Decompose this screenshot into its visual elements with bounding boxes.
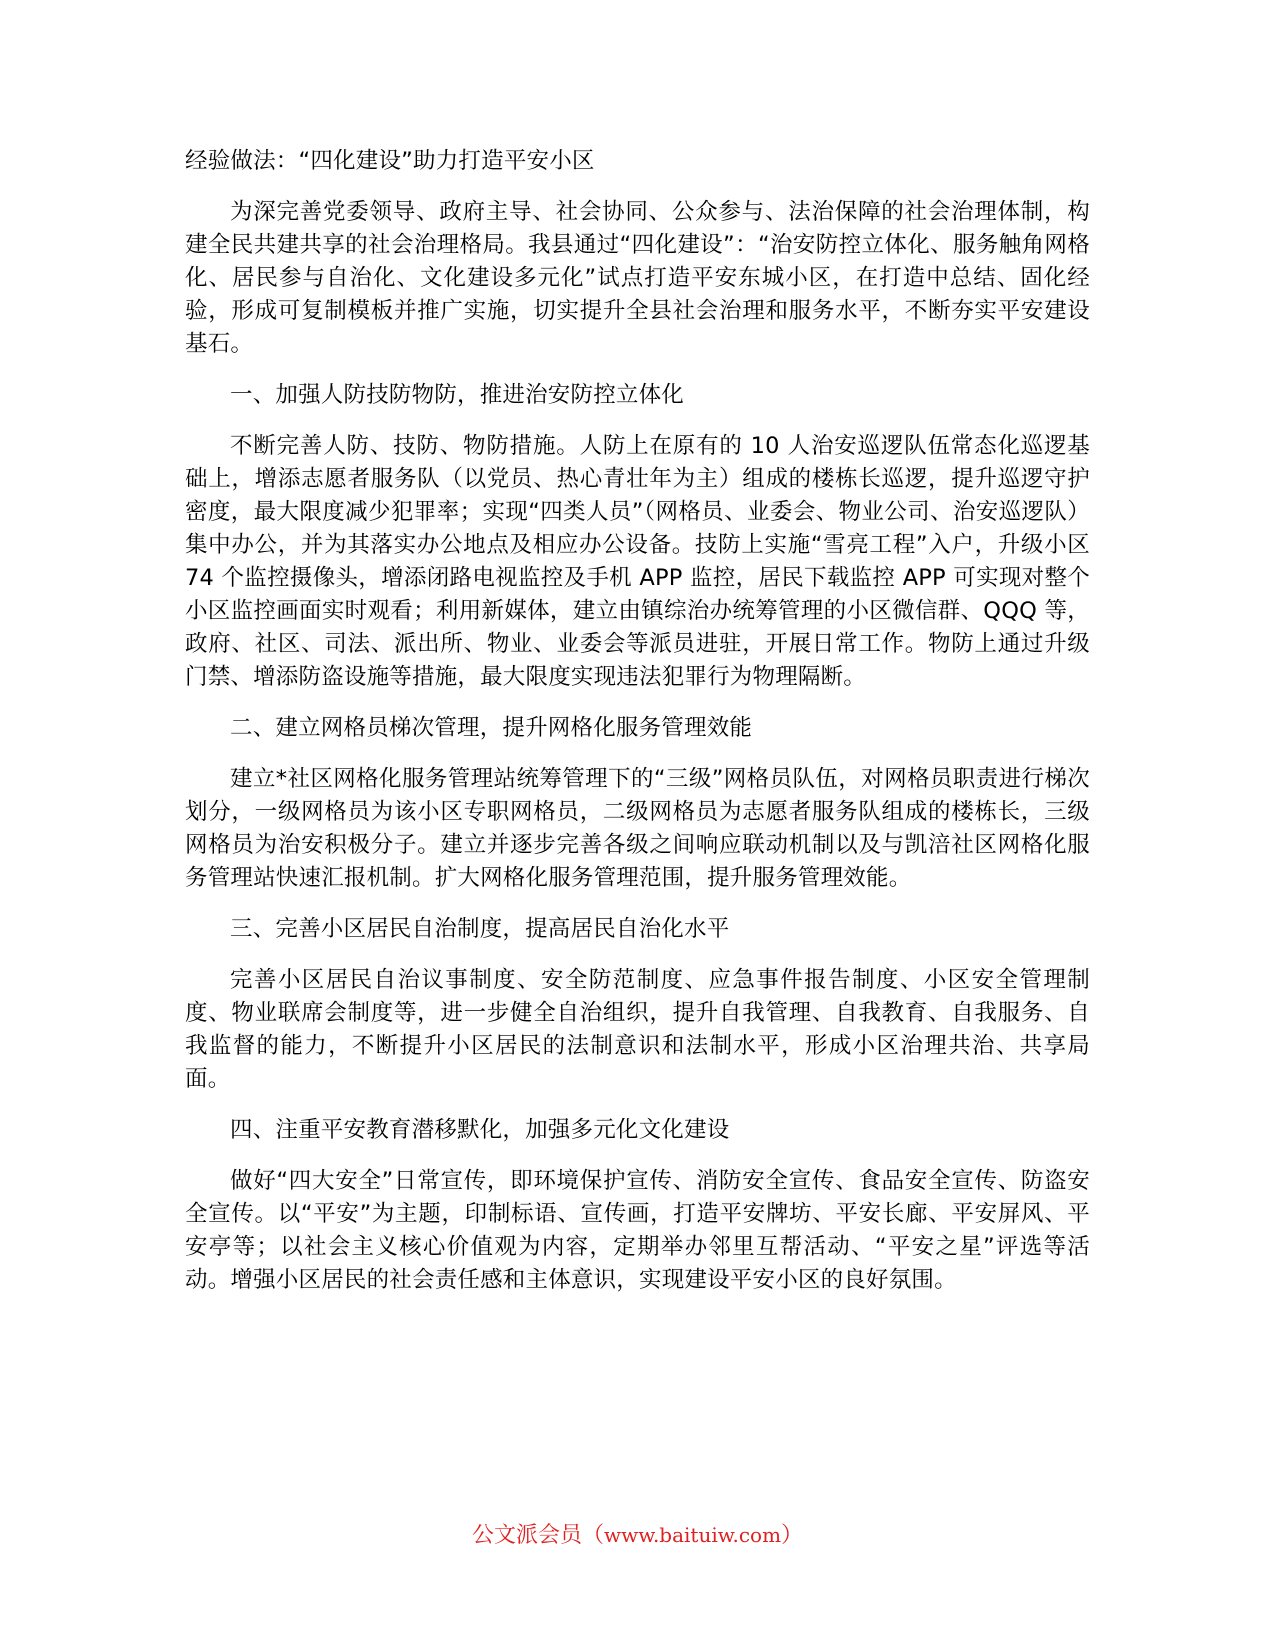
section-body-4: 做好“四大安全”日常宣传，即环境保护宣传、消防安全宣传、食品安全宣传、防盗安全宣传。以“平安”为主题，印制标语、宣传画，打造平安牌坊、平安长廊、平安屏风、平安亭等；以社会主义核心价值观为内容，定期举办邻里互帮活动、“平安之星”评选等活动。增强小区居民的社会责任感和主体意识，实现建设平安小区的良好氛围。 xyxy=(185,1168,1090,1293)
section-heading-1: 一、加强人防技防物防，推进治安防控立体化 xyxy=(230,382,685,408)
document-title: 经验做法：“四化建设”助力打造平安小区 xyxy=(185,148,595,174)
section-heading-4: 四、注重平安教育潜移默化，加强多元化文化建设 xyxy=(230,1117,730,1143)
footer-brand: 公文派会员（ xyxy=(471,1523,604,1548)
section-body-2: 建立*社区网格化服务管理站统筹管理下的“三级”网格员队伍，对网格员职责进行梯次划分，一级网格员为该小区专职网格员，二级网格员为志愿者服务队组成的楼栋长，三级网格员为治安积极分子。建立并逐步完善各级之间响应联动机制以及与凯涪社区网格化服务管理站快速汇报机制。扩大网格化服务管理范围，提升服务管理效能。 xyxy=(185,766,1090,891)
footer-url-link[interactable]: www.baituiw.com xyxy=(603,1523,782,1547)
section-body-3: 完善小区居民自治议事制度、安全防范制度、应急事件报告制度、小区安全管理制度、物业联席会制度等，进一步健全自治组织，提升自我管理、自我教育、自我服务、自我监督的能力，不断提升小区居民的法制意识和法制水平，形成小区治理共治、共享局面。 xyxy=(185,967,1090,1092)
footer-watermark xyxy=(0,1520,1275,1551)
document-body xyxy=(185,145,1090,1315)
section-heading-3: 三、完善小区居民自治制度，提高居民自治化水平 xyxy=(230,916,730,942)
intro-paragraph: 为深完善党委领导、政府主导、社会协同、公众参与、法治保障的社会治理体制，构建全民共建共享的社会治理格局。我县通过“四化建设”：“治安防控立体化、服务触角网格化、居民参与自治化、文化建设多元化”试点打造平安东城小区，在打造中总结、固化经验，形成可复制模板并推广实施，切实提升全县社会治理和服务水平，不断夯实平安建设基石。 xyxy=(185,199,1090,357)
footer-close: ） xyxy=(781,1523,804,1548)
section-heading-2: 二、建立网格员梯次管理，提升网格化服务管理效能 xyxy=(230,715,753,741)
section-body-1: 不断完善人防、技防、物防措施。人防上在原有的 10 人治安巡逻队伍常态化巡逻基础上，增添志愿者服务队（以党员、热心青壮年为主）组成的楼栋长巡逻，提升巡逻守护密度，最大限度减少犯罪率；实现“四类人员”（网格员、业委会、物业公司、治安巡逻队）集中办公，并为其落实办公地点及相应办公设备。技防上实施“雪亮工程”入户，升级小区 74 个监控摄像头，增添闭路电视监控及手机 APP 监控，居民下载监控 APP 可实现对整个小区监控画面实时观看；利用新媒体，建立由镇综治办统筹管理的小区微信群、QQQ 等，政府、社区、司法、派出所、物业、业委会等派员进驻，开展日常工作。物防上通过升级门禁、增添防盗设施等措施，最大限度实现违法犯罪行为物理隔断。 xyxy=(185,433,1090,690)
